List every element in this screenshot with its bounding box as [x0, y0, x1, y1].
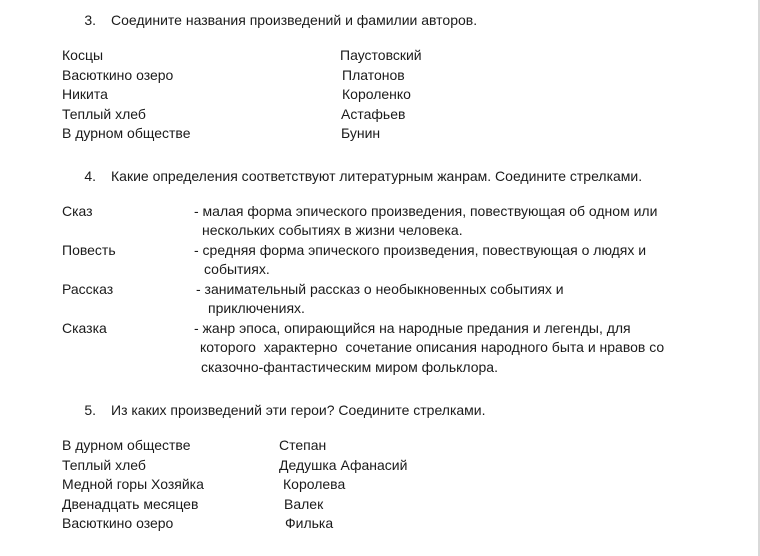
q5-work-5: Васюткино озеро: [62, 515, 174, 531]
question-4-number: 4.: [84, 168, 96, 184]
q5-hero-4: Валек: [284, 496, 324, 512]
question-3-title: Соедините названия произведений и фамилии авторов.: [111, 12, 478, 28]
q3-work-3: Никита: [62, 86, 108, 102]
question-4-title: Какие определения соответствуют литературным жанрам. Соедините стрелками.: [111, 168, 643, 184]
q5-work-4: Двенадцать месяцев: [62, 496, 199, 512]
q4-def-1-line-1: - малая форма эпического произведения, повествующая об одном или: [194, 203, 658, 219]
q4-def-3-line-2: приключениях.: [208, 300, 305, 316]
q5-work-2: Теплый хлеб: [62, 457, 146, 473]
q5-hero-1: Степан: [279, 437, 327, 453]
q3-work-5: В дурном обществе: [62, 125, 191, 141]
q5-work-3: Медной горы Хозяйка: [62, 476, 204, 492]
q3-work-2: Васюткино озеро: [62, 67, 174, 83]
q5-work-1: В дурном обществе: [62, 437, 191, 453]
q4-def-4-line-2: которого характерно сочетание описания народного быта и нравов со: [200, 339, 665, 355]
q4-def-4-line-1: - жанр эпоса, опирающийся на народные предания и легенды, для: [194, 320, 631, 336]
q5-hero-2: Дедушка Афанасий: [279, 457, 408, 473]
q5-hero-5: Филька: [285, 515, 334, 531]
q3-author-1: Паустовский: [340, 47, 422, 63]
q4-def-2-line-2: событиях.: [204, 261, 270, 277]
q3-author-2: Платонов: [342, 67, 405, 83]
q4-term-1: Сказ: [62, 203, 93, 219]
question-3-number: 3.: [84, 12, 96, 28]
q4-def-1-line-2: нескольких событиях в жизни человека.: [202, 222, 463, 238]
question-5-title: Из каких произведений эти герои? Соедините стрелками.: [111, 402, 486, 418]
question-5-number: 5.: [84, 402, 96, 418]
q4-term-3: Рассказ: [62, 281, 114, 297]
q3-author-5: Бунин: [341, 125, 381, 141]
q4-def-4-line-3: сказочно-фантастическим миром фольклора.: [201, 359, 498, 375]
q3-work-4: Теплый хлеб: [62, 106, 146, 122]
q4-term-4: Сказка: [62, 320, 107, 336]
q3-author-3: Короленко: [342, 86, 411, 102]
q4-def-3-line-1: - занимательный рассказ о необыкновенных событиях и: [196, 281, 564, 297]
q5-hero-3: Королева: [283, 476, 346, 492]
q3-work-1: Косцы: [62, 47, 104, 63]
q4-term-2: Повесть: [62, 242, 116, 258]
q4-def-2-line-1: - средняя форма эпического произведения, повествующая о людях и: [194, 242, 647, 258]
q3-author-4: Астафьев: [341, 106, 406, 122]
